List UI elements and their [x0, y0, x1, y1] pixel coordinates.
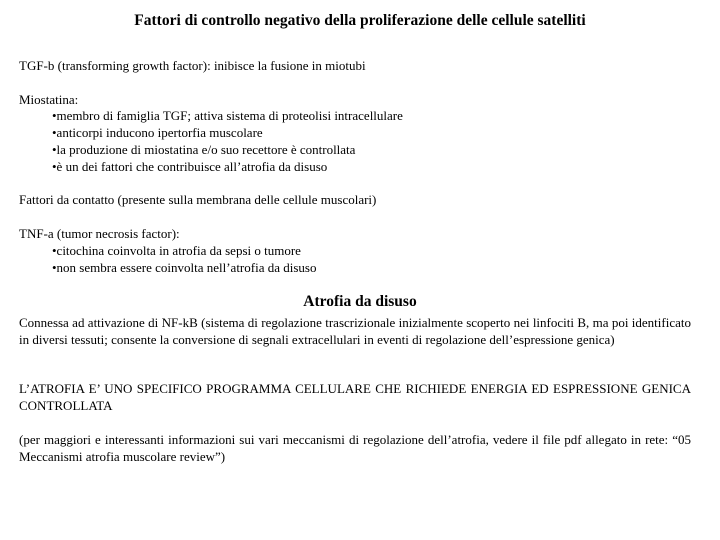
- miostatina-bullet: •la produzione di miostatina e/o suo recettore è controllata: [52, 142, 356, 157]
- slide-title: Fattori di controllo negativo della proliferazione delle cellule satelliti: [134, 12, 586, 29]
- miostatina-bullet: •membro di famiglia TGF; attiva sistema di proteolisi intracellulare: [52, 108, 403, 123]
- section-title: Atrofia da disuso: [303, 293, 417, 310]
- nfkb-paragraph: Connessa ad attivazione di NF-kB (sistema di regolazione trascrizionale inizialmente scoperto nei linfociti B, ma poi identificato in diversi tessuti; consente la conversione di segnali extracellulari in eventi di regolazione dell’espressione genica): [19, 315, 691, 347]
- miostatina-bullet: •anticorpi inducono ipertorfia muscolare: [52, 125, 263, 140]
- miostatina-bullet: •è un dei fattori che contribuisce all’atrofia da disuso: [52, 159, 328, 174]
- tnfa-label: TNF-a (tumor necrosis factor):: [19, 226, 180, 241]
- tnfa-bullet: •non sembra essere coinvolta nell’atrofia da disuso: [52, 260, 317, 275]
- tnfa-bullet: •citochina coinvolta in atrofia da sepsi o tumore: [52, 243, 301, 258]
- contatto-line: Fattori da contatto (presente sulla membrana delle cellule muscolari): [19, 192, 377, 207]
- programma-paragraph: L’ATROFIA E’ UNO SPECIFICO PROGRAMMA CELLULARE CHE RICHIEDE ENERGIA ED ESPRESSIONE GENICA CONTROLLATA: [19, 381, 691, 413]
- tgfb-line: TGF-b (transforming growth factor): inibisce la fusione in miotubi: [19, 58, 366, 73]
- note-paragraph: (per maggiori e interessanti informazioni sui vari meccanismi di regolazione dell’atrofia, vedere il file pdf allegato in rete: “05 Meccanismi atrofia muscolare review”): [19, 432, 691, 464]
- miostatina-label: Miostatina:: [19, 92, 79, 107]
